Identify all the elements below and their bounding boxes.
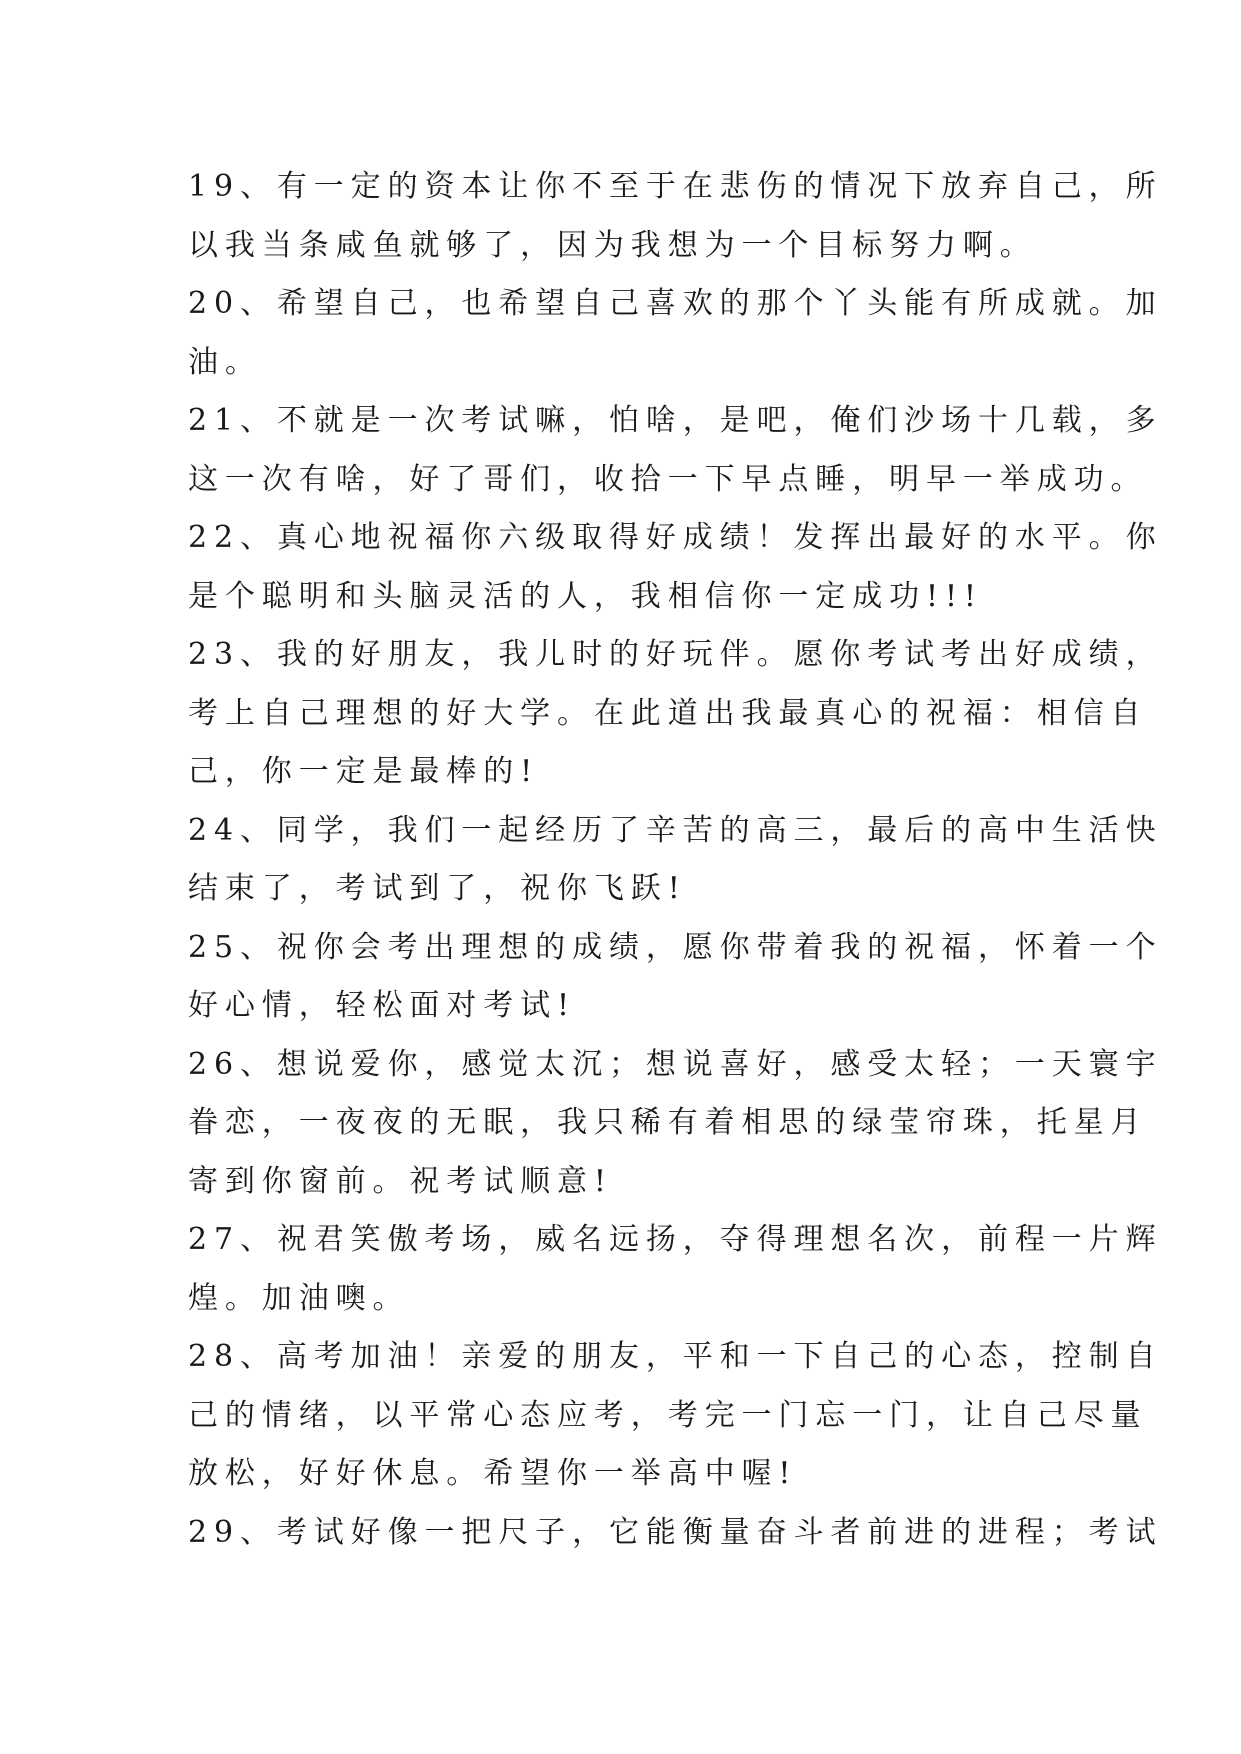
text-line-12: 24、同学，我们一起经历了辛苦的高三，最后的高中生活快 [188,812,1163,848]
text-line-5: 21、不就是一次考试嘛，怕啥，是吧，俺们沙场十几载，多 [188,403,1163,438]
text-line-11: 己，你一定是最棒的! [188,754,540,789]
text-line-10: 考上自己理想的好大学。在此道出我最真心的祝福：相信自 [188,695,1148,731]
text-line-18: 寄到你窗前。祝考试顺意! [188,1163,613,1199]
text-line-9: 23、我的好朋友，我儿时的好玩伴。愿你考试考出好成绩， [188,637,1163,672]
text-line-7: 22、真心地祝福你六级取得好成绩！发挥出最好的水平。你 [188,520,1163,555]
text-line-17: 眷恋，一夜夜的无眠，我只稀有着相思的绿莹帘珠，托星月 [188,1105,1148,1140]
text-line-20: 煌。加油噢。 [188,1280,410,1316]
text-line-3: 20、希望自己，也希望自己喜欢的那个丫头能有所成就。加 [188,286,1163,321]
text-line-19: 27、祝君笑傲考场，威名远扬，夺得理想名次，前程一片辉 [188,1222,1163,1257]
text-line-1: 19、有一定的资本让你不至于在悲伤的情况下放弃自己，所 [188,169,1163,204]
text-line-6: 这一次有啥，好了哥们，收拾一下早点睡，明早一举成功。 [188,461,1148,497]
text-line-21: 28、高考加油！亲爱的朋友，平和一下自己的心态，控制自 [188,1339,1163,1374]
text-line-2: 以我当条咸鱼就够了，因为我想为一个目标努力啊。 [188,227,1037,263]
text-line-13: 结束了，考试到了，祝你飞跃! [188,871,687,906]
text-line-23: 放松，好好休息。希望你一举高中喔! [188,1456,798,1491]
text-line-16: 26、想说爱你，感觉太沉；想说喜好，感受太轻；一天寰宇 [188,1046,1163,1082]
text-line-22: 己的情绪，以平常心态应考，考完一门忘一门，让自己尽量 [188,1397,1148,1433]
text-line-8: 是个聪明和头脑灵活的人，我相信你一定成功!!! [188,578,983,614]
text-line-14: 25、祝你会考出理想的成绩，愿你带着我的祝福，怀着一个 [188,929,1163,965]
text-line-24: 29、考试好像一把尺子，它能衡量奋斗者前进的进程；考试 [188,1514,1163,1550]
text-line-15: 好心情，轻松面对考试! [188,988,576,1023]
body-text [188,158,1163,1562]
text-line-4: 油。 [188,344,262,380]
